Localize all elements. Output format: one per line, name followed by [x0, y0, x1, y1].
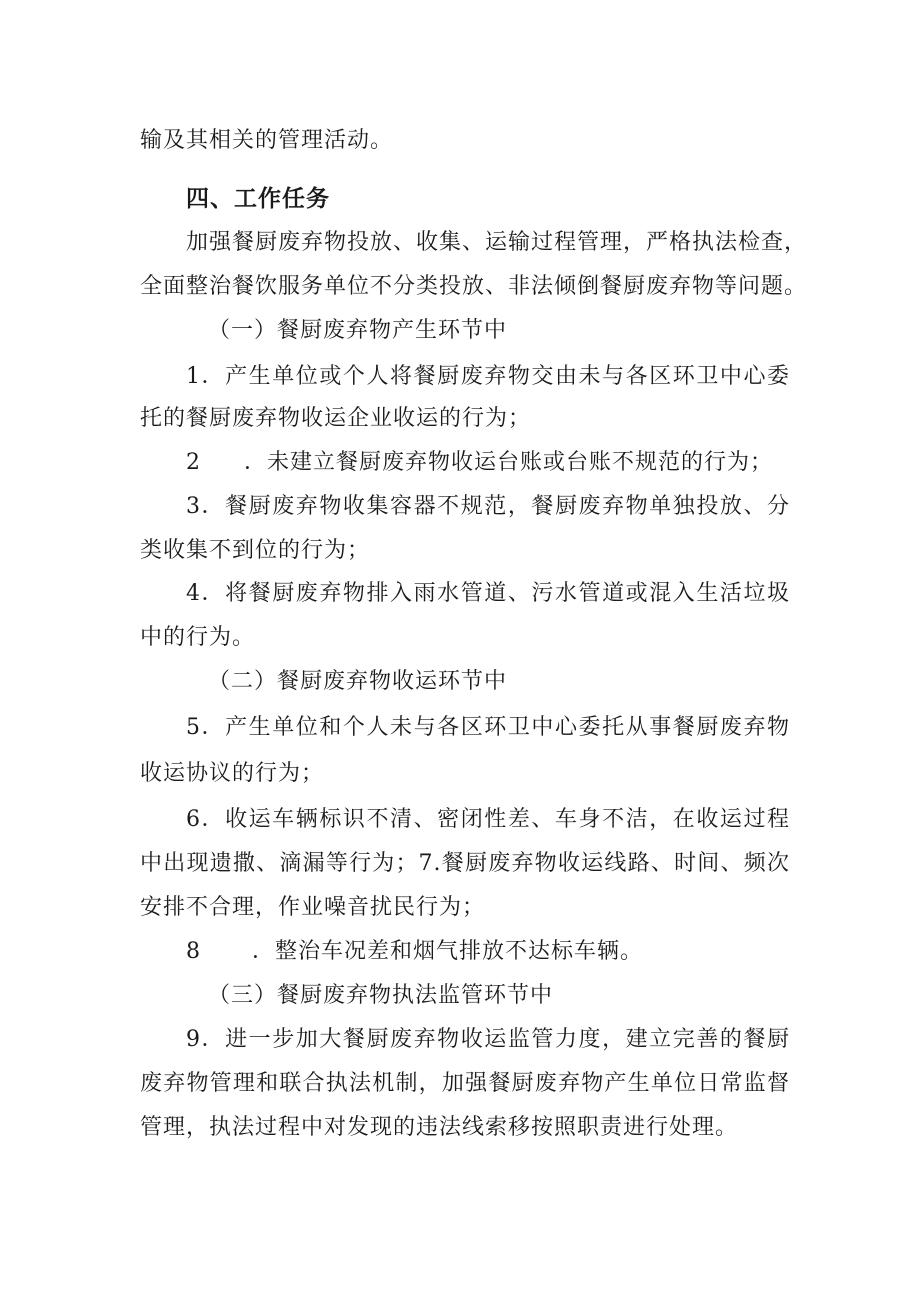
item-9-line-2: 废弃物管理和联合执法机制，加强餐厨废弃物产生单位日常监督 [140, 1071, 790, 1096]
item-8-number: 8 [186, 939, 201, 964]
item-9-line-1: 9．进一步加大餐厨废弃物收运监管力度，建立完善的餐厨 [186, 1027, 790, 1052]
item-6-line-1: 6．收运车辆标识不清、密闭性差、车身不洁，在收运过程 [186, 807, 790, 832]
item-4-line-1: 4．将餐厨废弃物排入雨水管道、污水管道或混入生活垃圾 [186, 581, 790, 606]
item-4-line-2: 中的行为。 [140, 625, 256, 650]
intro-line-2: 全面整治餐饮服务单位不分类投放、非法倾倒餐厨废弃物等问题。 [140, 274, 808, 299]
subsection-heading-2: （二）餐厨废弃物收运环节中 [208, 669, 508, 694]
item-2-number: 2 [186, 450, 201, 475]
paragraph-continuation: 输及其相关的管理活动。 [140, 128, 394, 153]
subsection-heading-1: （一）餐厨废弃物产生环节中 [208, 318, 508, 343]
item-8-text: ．整治车况差和烟气排放不达标车辆。 [252, 939, 644, 964]
item-3-line-2: 类收集不到位的行为； [140, 538, 371, 563]
item-5-line-2: 收运协议的行为； [140, 761, 325, 786]
item-1-line-2: 托的餐厨废弃物收运企业收运的行为； [140, 406, 532, 431]
item-5-line-1: 5．产生单位和个人未与各区环卫中心委托从事餐厨废弃物 [186, 715, 790, 740]
item-8 [186, 937, 790, 967]
item-2-text: ．未建立餐厨废弃物收运台账或台账不规范的行为； [244, 450, 774, 475]
item-1-line-1: 1．产生单位或个人将餐厨废弃物交由未与各区环卫中心委 [186, 364, 790, 389]
item-2 [186, 448, 790, 478]
item-3-line-1: 3．餐厨废弃物收集容器不规范，餐厨废弃物单独投放、分 [186, 494, 790, 519]
intro-line-1: 加强餐厨废弃物投放、收集、运输过程管理，严格执法检查， [186, 230, 808, 255]
item-9-line-3: 管理，执法过程中对发现的违法线索移按照职责进行处理。 [140, 1115, 739, 1140]
item-6-line-2: 中出现遗撒、滴漏等行为；7.餐厨废弃物收运线路、时间、频次 [140, 851, 790, 876]
subsection-heading-3: （三）餐厨废弃物执法监管环节中 [208, 983, 554, 1008]
item-6-line-3: 安排不合理，作业噪音扰民行为； [140, 895, 486, 920]
section-heading: 四、工作任务 [186, 186, 330, 212]
